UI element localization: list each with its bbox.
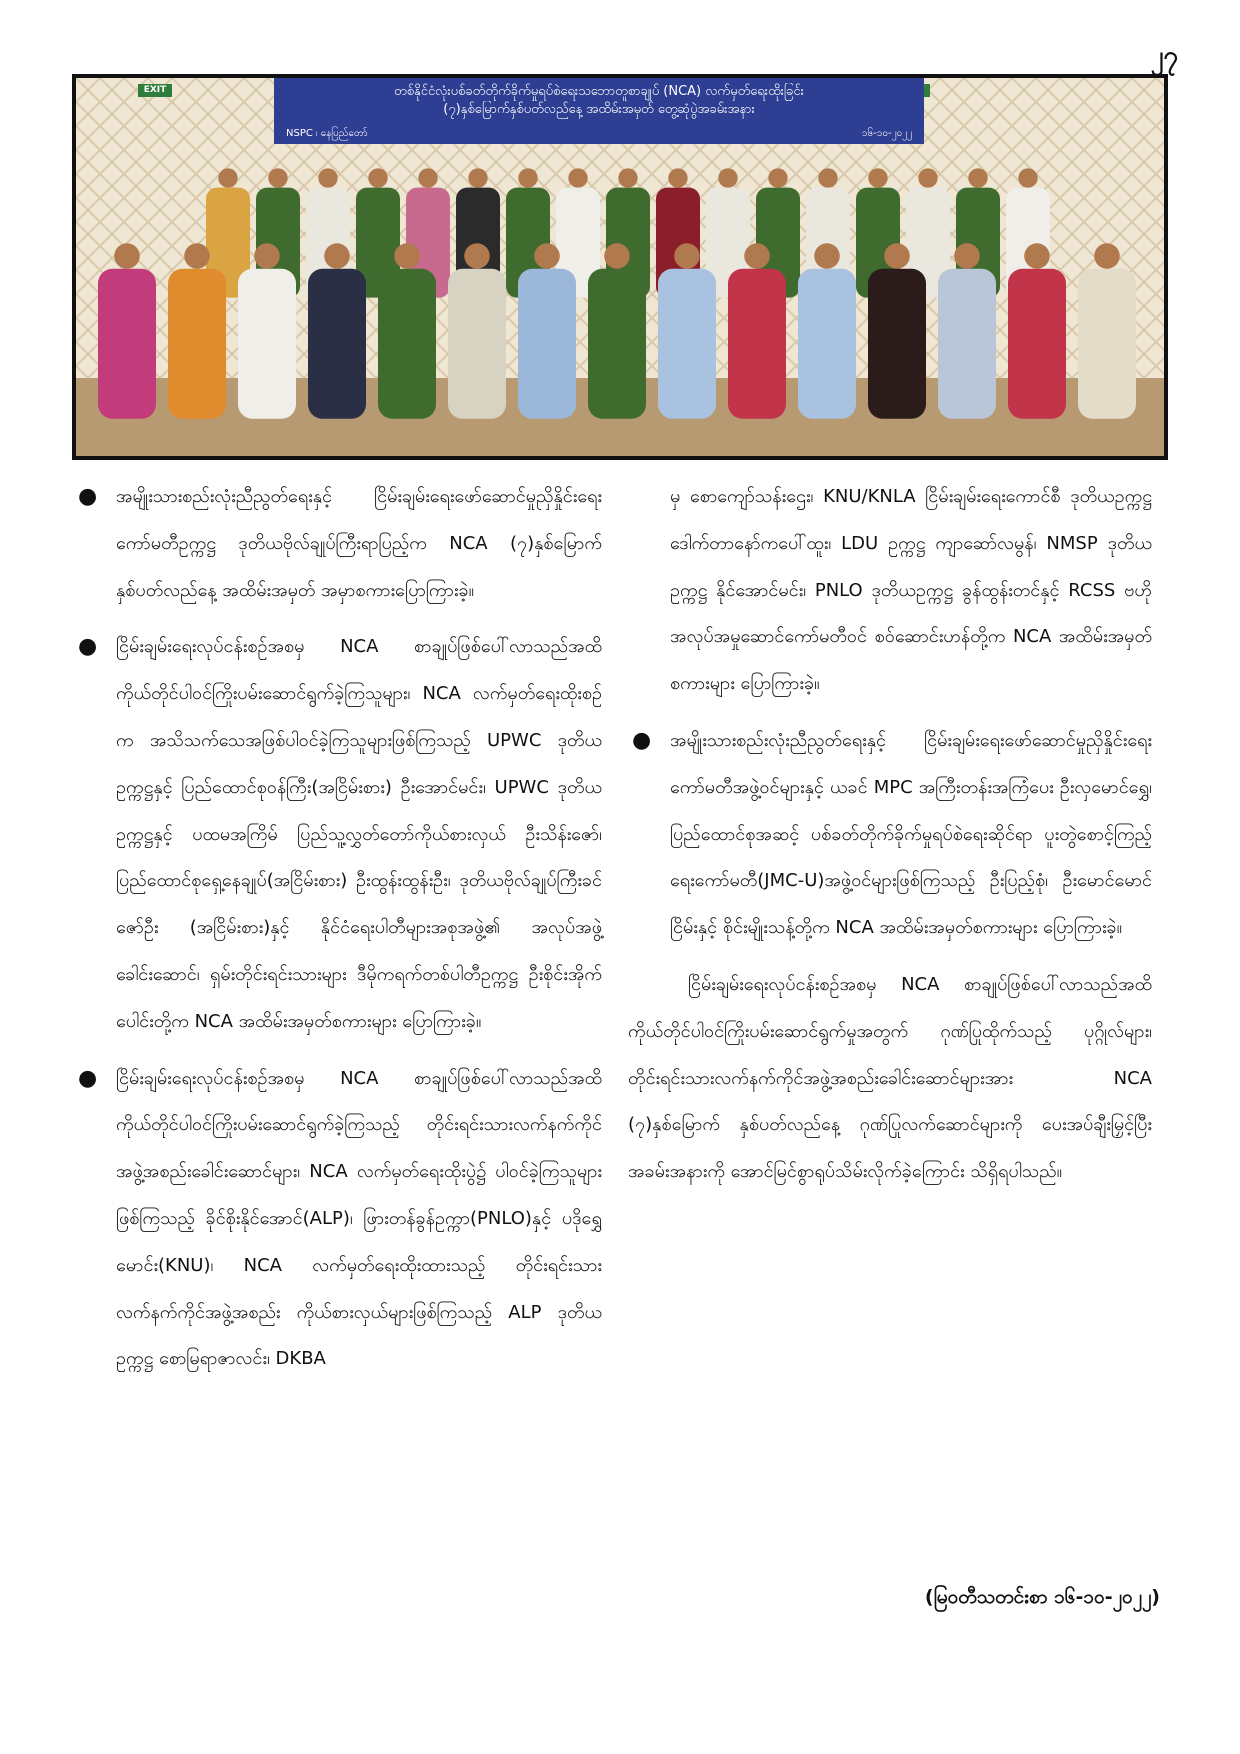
bullet-text: အမျိုးသားစည်းလုံးညီညွတ်ရေးနှင့် ငြိမ်းချမ်းရေးဖော်ဆောင်မှုညှိနှိုင်းရေးကော်မတီဥက္ကဋ္ဌ ဒုတိယဗိုလ်ချုပ်ကြီးရာပြည့်က NCA (၇)နှစ်မြောက် နှစ်ပတ်လည်နေ့ အထိမ်းအမှတ် အမှာစကားပြောကြားခဲ့။ (116, 486, 602, 601)
person-head (464, 243, 490, 269)
person-head (368, 168, 387, 187)
person-body (588, 269, 646, 419)
person-head (814, 243, 840, 269)
person-body (868, 269, 926, 419)
person-head (768, 168, 787, 187)
bullet-icon: ● (632, 727, 652, 753)
bullet-icon: ● (78, 1065, 98, 1091)
person-head (968, 168, 987, 187)
bullet-item (628, 718, 1152, 952)
person-head (324, 243, 350, 269)
person-body (448, 269, 506, 419)
person-body (728, 269, 786, 419)
bullet-item (74, 474, 602, 614)
person-head (534, 243, 560, 269)
bullet-text: ငြိမ်းချမ်းရေးလုပ်ငန်းစဉ်အစမှ NCA စာချုပ်ဖြစ်ပေါ်လာသည်အထိ ကိုယ်တိုင်ပါဝင်ကြိုးပမ်းဆောင်ရွက်ခဲ့ကြသည့် တိုင်းရင်းသားလက်နက်ကိုင်အဖွဲ့အစည်းခေါင်းဆောင်များ၊ NCA လက်မှတ်ရေးထိုးပွဲ၌ ပါဝင်ခဲ့ကြသူများဖြစ်ကြသည့် ခိုင်စိုးနိုင်အောင်(ALP)၊ ဖြားတန်ခွန်ဥက္ကာ(PNLO)နှင့် ပဒိုရွှေမောင်း(KNU)၊ NCA လက်မှတ်ရေးထိုးထားသည့် တိုင်းရင်းသားလက်နက်ကိုင်အဖွဲ့အစည်း ကိုယ်စားလှယ်များဖြစ်ကြသည့် ALP ဒုတိယဥက္ကဋ္ဌ စောမြရာဇာလင်း၊ DKBA (116, 1067, 602, 1370)
person-head (318, 168, 337, 187)
photo-banner (274, 78, 924, 144)
person-head (418, 168, 437, 187)
person-head (1024, 243, 1050, 269)
person-body (1008, 269, 1066, 419)
person-head (744, 243, 770, 269)
person-head (674, 243, 700, 269)
person-head (1094, 243, 1120, 269)
banner-date: ၁၆-၁၀-၂၀၂၂ (861, 128, 912, 139)
person-body (238, 269, 296, 419)
group-photo (72, 74, 1168, 460)
person-body (98, 269, 156, 419)
bullet-item (74, 624, 602, 1045)
banner-line-1: တစ်နိုင်ငံလုံးပစ်ခတ်တိုက်ခိုက်မှုရပ်စဲရေးသဘောတူစာချုပ် (NCA) လက်မှတ်ရေးထိုးခြင်း (394, 84, 804, 99)
person-head (618, 168, 637, 187)
person-body (518, 269, 576, 419)
person-head (668, 168, 687, 187)
bullet-item (74, 1056, 602, 1384)
bullet-icon: ● (78, 634, 98, 660)
person-head (394, 243, 420, 269)
closing-paragraph: ငြိမ်းချမ်းရေးလုပ်ငန်းစဉ်အစမှ NCA စာချုပ်ဖြစ်ပေါ်လာသည်အထိ ကိုယ်တိုင်ပါဝင်ကြိုးပမ်းဆောင်ရွက်မှုအတွက် ဂုဏ်ပြုထိုက်သည့် ပုဂ္ဂိုလ်များ၊ တိုင်းရင်းသားလက်နက်ကိုင်အဖွဲ့အစည်းခေါင်းဆောင်များအား NCA (၇)နှစ်မြောက် နှစ်ပတ်လည်နေ့ ဂုဏ်ပြုလက်ဆောင်များကို ပေးအပ်ချီးမြှင့်ပြီး အခမ်းအနားကို အောင်မြင်စွာရုပ်သိမ်းလိုက်ခဲ့ကြောင်း သိရှိရပါသည်။ (628, 973, 1152, 1183)
person-head (268, 168, 287, 187)
banner-line-2: (၇)နှစ်မြောက်နှစ်ပတ်လည်နေ့ အထိမ်းအမှတ် တွေ့ဆုံပွဲအခမ်းအနား (443, 102, 755, 117)
person-head (568, 168, 587, 187)
person-head (868, 168, 887, 187)
right-column (628, 474, 1152, 1196)
continued-text: မှ စောကျော်သန်းဌေး၊ KNU/KNLA ငြိမ်းချမ်းရေးကောင်စီ ဒုတိယဥက္ကဋ္ဌ ဒေါက်တာနော်ကပေါ်ထူး၊ LDU ဥက္ကဋ္ဌ ကျာဆော်လမွန်၊ NMSP ဒုတိယဥက္ကဋ္ဌ နိုင်အောင်မင်း၊ PNLO ဒုတိယဥက္ကဋ္ဌ ခွန်ထွန်းတင်နှင့် RCSS ဗဟိုအလုပ်အမှုဆောင်ကော်မတီဝင် စဝ်ဆောင်းဟန်တို့က NCA အထိမ်းအမှတ်စကားများ ပြောကြားခဲ့။ (670, 486, 1152, 695)
person-body (378, 269, 436, 419)
person-head (818, 168, 837, 187)
person-head (254, 243, 280, 269)
person-head (184, 243, 210, 269)
person-head (918, 168, 937, 187)
source-citation: (မြဝတီသတင်းစာ ၁၆-၁၀-၂၀၂၂) (924, 1586, 1160, 1608)
person-head (518, 168, 537, 187)
bullet-text: ငြိမ်းချမ်းရေးလုပ်ငန်းစဉ်အစမှ NCA စာချုပ်ဖြစ်ပေါ်လာသည်အထိ ကိုယ်တိုင်ပါဝင်ကြိုးပမ်းဆောင်ရွက်ခဲ့ကြသူများ၊ NCA လက်မှတ်ရေးထိုးစဉ်က အသိသက်သေအဖြစ်ပါဝင်ခဲ့ကြသူများဖြစ်ကြသည့် UPWC ဒုတိယဥက္ကဋ္ဌနှင့် ပြည်ထောင်စုဝန်ကြီး(အငြိမ်းစား) ဦးအောင်မင်း၊ UPWC ဒုတိယဥက္ကဋ္ဌနှင့် ပထမအကြိမ် ပြည်သူ့လွှတ်တော်ကိုယ်စားလှယ် ဦးသိန်းဇော်၊ ပြည်ထောင်စုရှေ့နေချုပ်(အငြိမ်းစား) ဦးထွန်းထွန်းဦး၊ ဒုတိယဗိုလ်ချုပ်ကြီးခင်ဇော်ဦး (အငြိမ်းစား)နှင့် နိုင်ငံရေးပါတီများအစုအဖွဲ့၏ အလုပ်အဖွဲ့ခေါင်းဆောင်၊ ရှမ်းတိုင်းရင်းသားများ ဒီမိုကရက်တစ်ပါတီဥက္ကဋ္ဌ ဦးစိုင်းအိုက်ပေါင်းတို့က NCA အထိမ်းအမှတ်စကားများ ပြောကြားခဲ့။ (116, 636, 602, 1032)
person-body (308, 269, 366, 419)
bullet-text: အမျိုးသားစည်းလုံးညီညွတ်ရေးနှင့် ငြိမ်းချမ်းရေးဖော်ဆောင်မှုညှိနှိုင်းရေးကော်မတီအဖွဲ့ဝင်များနှင့် ယခင် MPC အကြီးတန်းအကြံပေး ဦးလှမောင်ရွှေ၊ ပြည်ထောင်စုအဆင့် ပစ်ခတ်တိုက်ခိုက်မှုရပ်စဲရေးဆိုင်ရာ ပူးတွဲစောင့်ကြည့်ရေးကော်မတီ(JMC-U)အဖွဲ့ဝင်များဖြစ်ကြသည့် ဦးပြည့်စုံ၊ ဦးမောင်မောင်ငြိမ်းနှင့် စိုင်းမျိုးသန့်တို့က NCA အထိမ်းအမှတ်စကားများ ပြောကြားခဲ့။ (670, 729, 1152, 939)
person-head (468, 168, 487, 187)
person-body (938, 269, 996, 419)
bullet-icon: ● (78, 484, 98, 509)
person-head (218, 168, 237, 187)
person-head (1018, 168, 1037, 187)
person-head (114, 243, 140, 269)
exit-sign-left: EXIT (138, 84, 172, 97)
banner-org: NSPC ၊ နေပြည်တော် (286, 128, 368, 139)
page-number: ၂၇ (1150, 41, 1178, 71)
person-head (718, 168, 737, 187)
person-body (1078, 269, 1136, 419)
person-head (604, 243, 630, 269)
person-body (658, 269, 716, 419)
person-head (954, 243, 980, 269)
person-body (168, 269, 226, 419)
person-head (884, 243, 910, 269)
person-body (798, 269, 856, 419)
left-column (74, 474, 602, 1393)
